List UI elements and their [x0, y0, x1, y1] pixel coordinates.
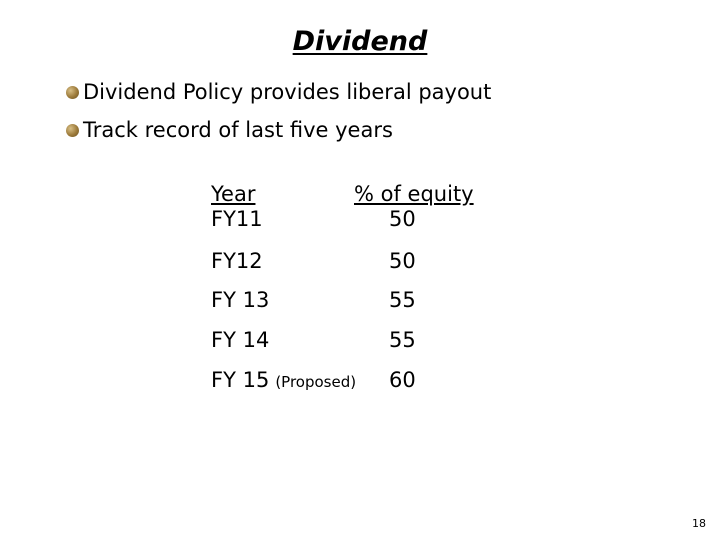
proposed-note: (Proposed) [275, 373, 357, 391]
page-number: 18 [692, 517, 706, 530]
table-cell-percent: 55 [389, 288, 416, 312]
year-label: FY 15 [211, 368, 270, 392]
table-cell-percent: 50 [389, 207, 416, 231]
bullet-dot-icon [66, 86, 79, 99]
bullet-text: Dividend Policy provides liberal payout [83, 80, 492, 104]
column-header-year: Year [211, 182, 256, 206]
column-header-percent: % of equity [354, 182, 474, 206]
table-cell-year: FY12 [211, 249, 263, 273]
bullet-item [66, 115, 393, 145]
bullet-dot-icon [66, 124, 79, 137]
table-cell-percent: 60 [389, 368, 416, 392]
table-cell-percent: 50 [389, 249, 416, 273]
bullet-text: Track record of last five years [83, 118, 393, 142]
table-cell-year: FY 13 [211, 288, 270, 312]
table-cell-year [211, 368, 356, 392]
table-cell-percent: 55 [389, 328, 416, 352]
bullet-item [66, 77, 491, 107]
table-cell-year: FY11 [211, 207, 263, 231]
slide-title: Dividend [292, 26, 428, 57]
table-cell-year: FY 14 [211, 328, 270, 352]
